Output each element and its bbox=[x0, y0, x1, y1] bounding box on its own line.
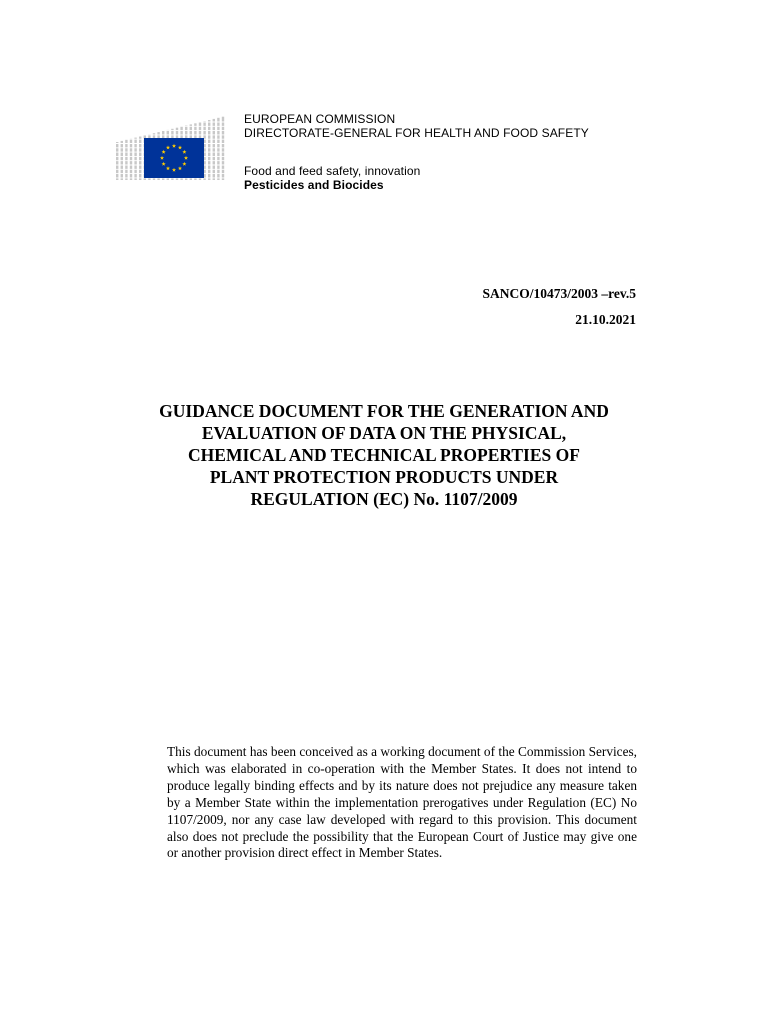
header bbox=[244, 112, 589, 192]
department: Food and feed safety, innovation bbox=[244, 164, 421, 178]
unit: Pesticides and Biocides bbox=[244, 178, 384, 192]
title-line: EVALUATION OF DATA ON THE PHYSICAL, bbox=[201, 423, 567, 443]
document-title bbox=[100, 400, 668, 510]
reference-code: SANCO/10473/2003 –rev.5 bbox=[482, 286, 636, 301]
directorate-general: DIRECTORATE-GENERAL FOR HEALTH AND FOOD SAFETY bbox=[244, 126, 589, 140]
title-line: GUIDANCE DOCUMENT FOR THE GENERATION AND bbox=[159, 401, 609, 421]
commission-name: EUROPEAN COMMISSION bbox=[244, 112, 396, 126]
european-commission-logo bbox=[114, 112, 234, 182]
title-line: REGULATION (EC) No. 1107/2009 bbox=[250, 489, 518, 509]
document-reference bbox=[482, 286, 636, 328]
title-line: PLANT PROTECTION PRODUCTS UNDER bbox=[209, 467, 559, 487]
disclaimer-paragraph: This document has been conceived as a working document of the Commission Services, which was elaborated in co-operation with the Member States. It does not intend to produce legally binding effects and by its nature does not prejudice any measure taken by a Member State within the implementation prerogatives under Regulation (EC) No 1107/2009, nor any case law developed with regard to this provision. This document also does not preclude the possibility that the European Court of Justice may give one or another provision direct effect in Member States. bbox=[167, 744, 637, 861]
title-line: CHEMICAL AND TECHNICAL PROPERTIES OF bbox=[188, 445, 580, 465]
reference-date: 21.10.2021 bbox=[575, 312, 636, 327]
